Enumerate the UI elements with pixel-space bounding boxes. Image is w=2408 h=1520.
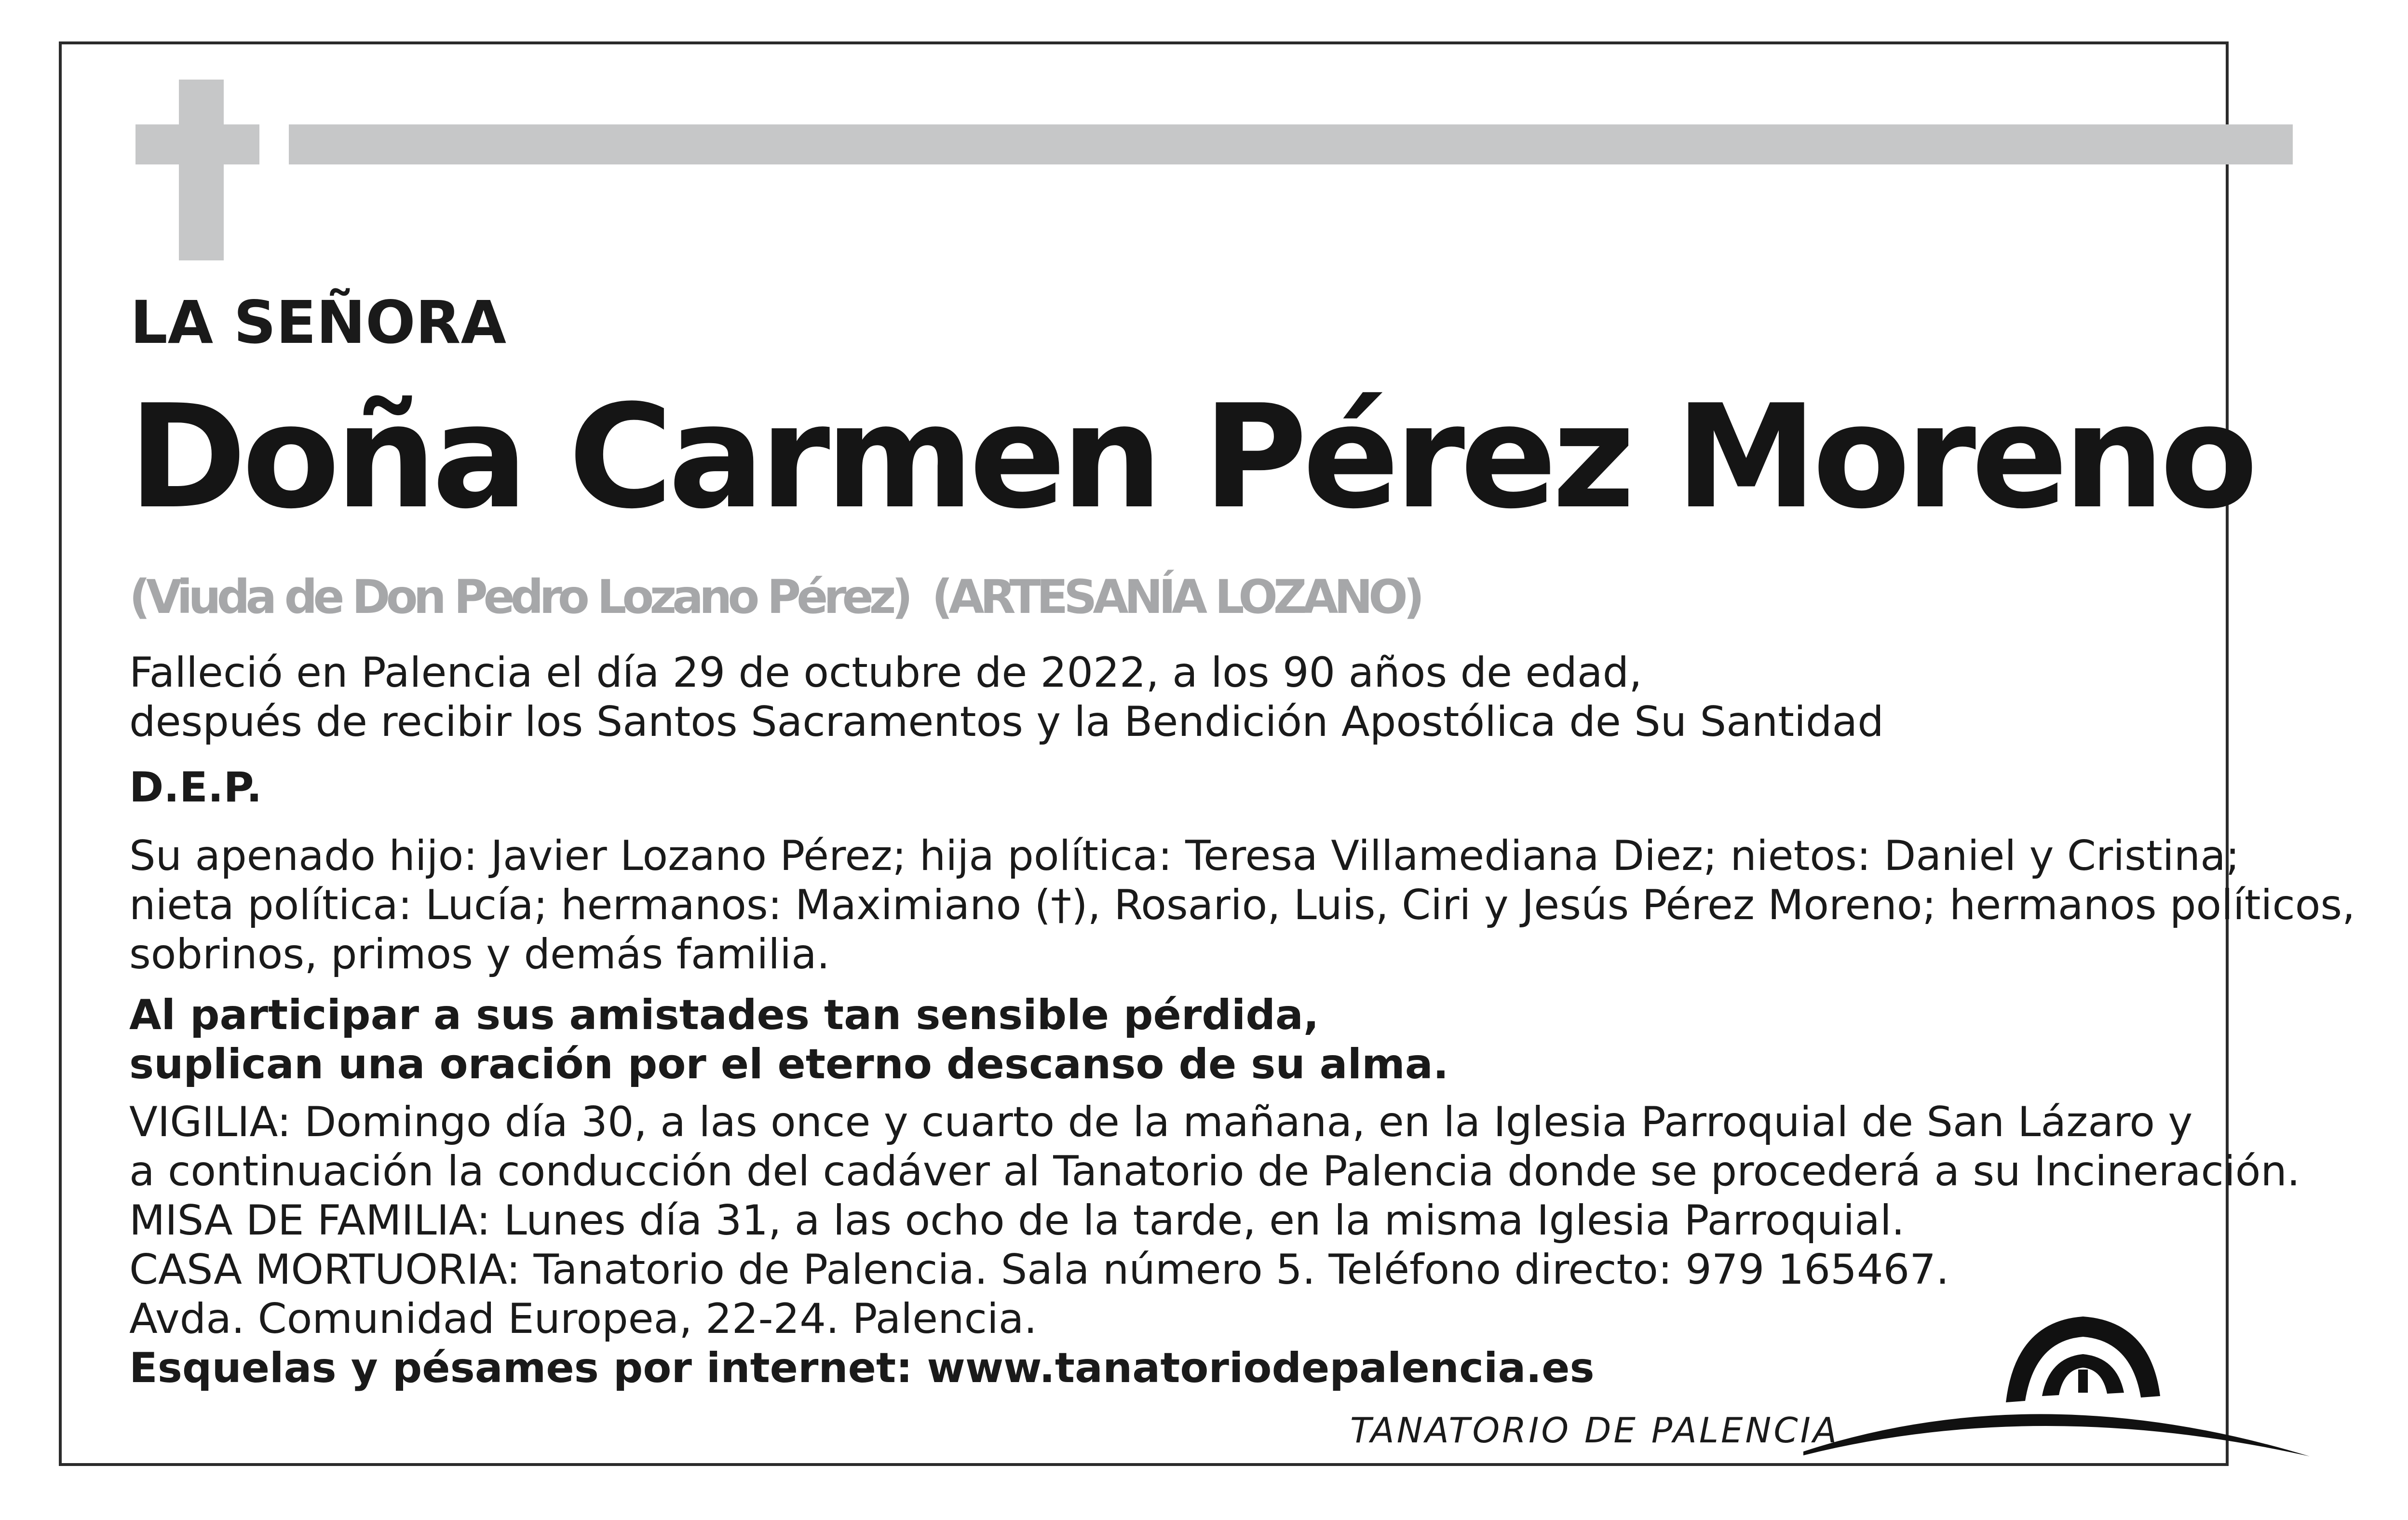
dep-text: D.E.P. xyxy=(129,763,262,812)
services-line: a continuación la conducción del cadáver al Tanatorio de Palencia donde se procederá a su Incineración. xyxy=(129,1147,2300,1195)
cross-icon-arm xyxy=(135,124,259,164)
family-line: Su apenado hijo: Javier Lozano Pérez; hija política: Teresa Villamediana Diez; nietos: Daniel y Cristina; xyxy=(129,832,2240,880)
services-line: VIGILIA: Domingo día 30, a las once y cuarto de la mañana, en la Iglesia Parroquial de San Lázaro y xyxy=(129,1098,2193,1146)
family-line: nieta política: Lucía; hermanos: Maximiano (†), Rosario, Luis, Ciri y Jesús Pérez Moreno; hermanos políticos, xyxy=(129,881,2355,929)
cross-icon xyxy=(179,80,224,260)
deceased-name: Doña Carmen Pérez Moreno xyxy=(128,374,2253,540)
death-notice xyxy=(129,648,1884,746)
address-line: Avda. Comunidad Europea, 22-24. Palencia. xyxy=(129,1295,1037,1343)
website-line: Esquelas y pésames por internet: www.tanatoriodepalencia.es xyxy=(129,1344,1595,1392)
widow-note: (Viuda de Don Pedro Lozano Pérez) xyxy=(129,570,909,624)
logo-text: TANATORIO DE PALENCIA xyxy=(1350,1410,1840,1451)
business-note: (ARTESANÍA LOZANO) xyxy=(932,570,1420,624)
services-line: CASA MORTUORIA: Tanatorio de Palencia. Sala número 5. Teléfono directo: 979 165467. xyxy=(129,1246,1949,1294)
prayer-request-line: suplican una oración por el eterno descanso de su alma. xyxy=(129,1040,1449,1088)
prayer-request-line: Al participar a sus amistades tan sensible pérdida, xyxy=(129,991,1319,1039)
services-line: MISA DE FAMILIA: Lunes día 31, a las ocho de la tarde, en la misma Iglesia Parroquial. xyxy=(129,1196,1905,1245)
prayer-request xyxy=(129,991,1448,1089)
death-notice-line: después de recibir los Santos Sacramentos y la Bendición Apostólica de Su Santidad xyxy=(129,698,1884,746)
title-label: LA SEÑORA xyxy=(130,288,507,357)
family-list xyxy=(129,831,2355,979)
header-bar xyxy=(289,124,2293,164)
death-notice-line: Falleció en Palencia el día 29 de octubre de 2022, a los 90 años de edad, xyxy=(129,649,1642,697)
family-line: sobrinos, primos y demás familia. xyxy=(129,930,830,978)
subtitle xyxy=(129,570,1420,624)
